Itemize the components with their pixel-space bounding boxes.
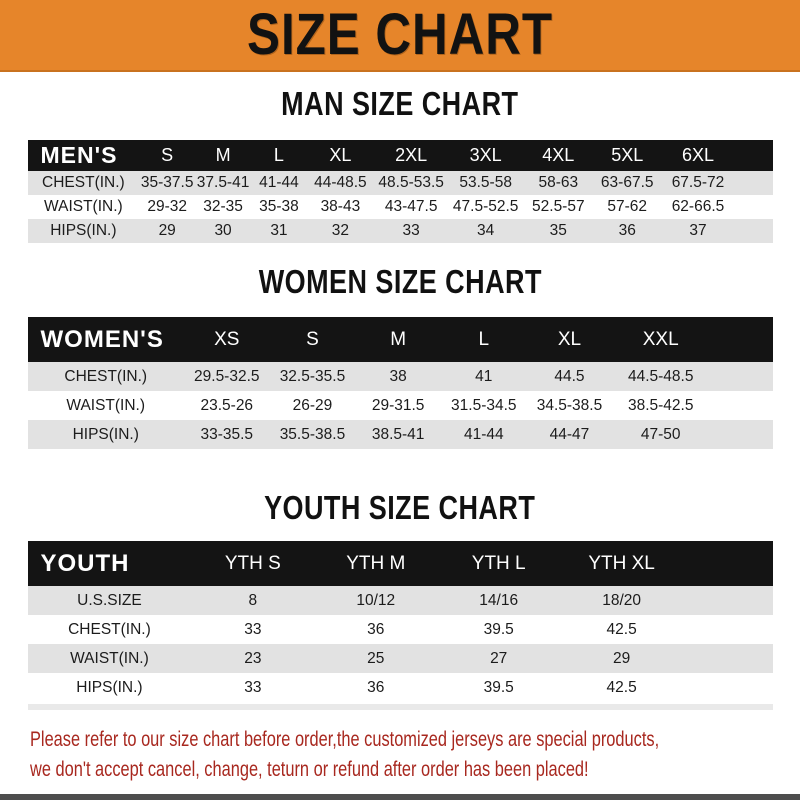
size-value: 44-48.5 bbox=[314, 174, 367, 191]
row-label: HIPS(IN.) bbox=[72, 425, 139, 443]
size-column-header: S bbox=[270, 317, 356, 362]
table-bottom-strip bbox=[28, 704, 773, 710]
notice-line-1: Please refer to our size chart before order,the customized jerseys are special products, bbox=[30, 728, 660, 751]
table-row bbox=[28, 615, 773, 644]
size-value: 41-44 bbox=[463, 425, 504, 443]
size-value: 34.5-38.5 bbox=[536, 396, 603, 414]
row-label: WAIST(IN.) bbox=[66, 396, 146, 414]
size-value: 32 bbox=[331, 222, 350, 239]
row-spacer bbox=[683, 586, 772, 615]
size-value: 38.5-41 bbox=[371, 425, 425, 443]
header-spacer bbox=[709, 317, 772, 362]
section-men bbox=[0, 85, 800, 243]
table-row bbox=[28, 586, 773, 615]
size-column-header: 2XL bbox=[374, 140, 449, 171]
table-corner-label: YOUTH bbox=[28, 541, 192, 586]
size-value: 52.5-57 bbox=[532, 198, 585, 215]
size-value: 33-35.5 bbox=[200, 425, 254, 443]
section-women bbox=[0, 263, 800, 449]
women-size-table bbox=[28, 317, 773, 449]
size-value: 42.5 bbox=[606, 678, 637, 696]
size-value: 44.5 bbox=[554, 367, 585, 385]
size-value: 34 bbox=[477, 222, 495, 239]
row-spacer bbox=[735, 219, 772, 243]
row-spacer bbox=[683, 673, 772, 702]
size-value: 58-63 bbox=[538, 174, 579, 191]
size-value: 33 bbox=[244, 620, 262, 638]
section-heading-men-text: MAN SIZE CHART bbox=[281, 85, 519, 123]
size-value: 43-47.5 bbox=[384, 198, 438, 215]
row-spacer bbox=[735, 195, 772, 219]
row-label: U.S.SIZE bbox=[77, 591, 142, 609]
size-value: 41 bbox=[475, 367, 493, 385]
size-value: 37 bbox=[689, 222, 707, 239]
bottom-bar bbox=[0, 794, 800, 800]
footer-notice bbox=[30, 725, 800, 785]
men-size-table bbox=[28, 140, 773, 243]
size-value: 63-67.5 bbox=[600, 174, 654, 191]
row-label: CHEST(IN.) bbox=[64, 367, 148, 385]
size-column-header: S bbox=[139, 140, 195, 171]
table-row bbox=[28, 195, 773, 219]
size-column-header: L bbox=[441, 317, 527, 362]
size-value: 47-50 bbox=[640, 425, 681, 443]
size-value: 48.5-53.5 bbox=[378, 174, 444, 191]
size-column-header: M bbox=[355, 317, 441, 362]
size-value: 29 bbox=[612, 649, 631, 667]
size-value: 44-47 bbox=[549, 425, 590, 443]
size-value: 23 bbox=[244, 649, 262, 667]
section-youth bbox=[0, 489, 800, 710]
size-value: 8 bbox=[248, 591, 258, 609]
youth-size-table bbox=[28, 541, 773, 702]
size-value: 42.5 bbox=[606, 620, 637, 638]
size-value: 38.5-42.5 bbox=[627, 396, 694, 414]
size-value: 32.5-35.5 bbox=[279, 367, 346, 385]
size-value: 33 bbox=[402, 222, 420, 239]
size-value: 38-43 bbox=[320, 198, 361, 215]
size-value: 36 bbox=[618, 222, 636, 239]
size-value: 32-35 bbox=[203, 198, 243, 215]
row-spacer bbox=[709, 420, 772, 449]
table-row bbox=[28, 644, 773, 673]
size-column-header: YTH XL bbox=[560, 541, 683, 586]
table-row bbox=[28, 171, 773, 195]
size-value: 26-29 bbox=[292, 396, 333, 414]
size-column-header: YTH L bbox=[437, 541, 560, 586]
size-column-header: YTH M bbox=[314, 541, 437, 586]
size-value: 18/20 bbox=[602, 591, 642, 609]
size-value: 33 bbox=[244, 678, 262, 696]
size-column-header: 4XL bbox=[523, 140, 594, 171]
size-value: 14/16 bbox=[479, 591, 519, 609]
table-row bbox=[28, 420, 773, 449]
size-value: 29 bbox=[158, 222, 176, 239]
size-column-header: XL bbox=[307, 140, 374, 171]
size-header-row bbox=[28, 541, 773, 586]
row-label: CHEST(IN.) bbox=[42, 174, 125, 191]
size-value: 38 bbox=[389, 367, 407, 385]
size-value: 31 bbox=[270, 222, 288, 239]
size-value: 29.5-32.5 bbox=[194, 367, 260, 385]
table-row bbox=[28, 219, 773, 243]
header-spacer bbox=[735, 140, 772, 171]
size-value: 39.5 bbox=[483, 678, 514, 696]
banner bbox=[0, 0, 800, 72]
size-column-header: XS bbox=[184, 317, 270, 362]
size-value: 23.5-26 bbox=[200, 396, 254, 414]
table-corner-label: WOMEN'S bbox=[28, 317, 184, 362]
row-label: WAIST(IN.) bbox=[70, 649, 149, 667]
row-label: HIPS(IN.) bbox=[76, 678, 143, 696]
size-column-header: L bbox=[251, 140, 307, 171]
size-column-header: M bbox=[195, 140, 251, 171]
size-value: 29-31.5 bbox=[371, 396, 425, 414]
row-spacer bbox=[709, 391, 772, 420]
size-value: 10/12 bbox=[356, 591, 396, 609]
size-value: 44.5-48.5 bbox=[627, 367, 694, 385]
size-value: 25 bbox=[367, 649, 385, 667]
size-value: 47.5-52.5 bbox=[452, 198, 519, 215]
section-heading-youth-text: YOUTH SIZE CHART bbox=[264, 489, 536, 527]
row-spacer bbox=[735, 171, 772, 195]
table-corner-label: MEN'S bbox=[28, 140, 140, 171]
table-row bbox=[28, 362, 773, 391]
section-heading-women bbox=[0, 263, 800, 301]
page-title: SIZE CHART bbox=[247, 2, 553, 68]
size-value: 57-62 bbox=[607, 198, 648, 215]
size-value: 27 bbox=[490, 649, 508, 667]
size-value: 29-32 bbox=[147, 198, 188, 215]
table-row bbox=[28, 673, 773, 702]
size-value: 37.5-41 bbox=[196, 174, 250, 191]
size-column-header: 3XL bbox=[448, 140, 523, 171]
size-value: 36 bbox=[367, 678, 385, 696]
row-label: HIPS(IN.) bbox=[50, 222, 117, 239]
size-value: 41-44 bbox=[259, 174, 299, 191]
size-header-row bbox=[28, 317, 773, 362]
size-value: 30 bbox=[214, 222, 232, 239]
section-heading-men bbox=[0, 85, 800, 123]
section-heading-women-text: WOMEN SIZE CHART bbox=[258, 263, 542, 301]
size-value: 31.5-34.5 bbox=[451, 396, 517, 414]
row-spacer bbox=[683, 644, 772, 673]
size-column-header: XL bbox=[527, 317, 613, 362]
size-column-header: 5XL bbox=[594, 140, 661, 171]
size-value: 35-37.5 bbox=[140, 174, 194, 191]
row-spacer bbox=[709, 362, 772, 391]
size-value: 53.5-58 bbox=[459, 174, 512, 191]
size-value: 62-66.5 bbox=[671, 198, 725, 215]
row-label: CHEST(IN.) bbox=[68, 620, 151, 638]
size-value: 35.5-38.5 bbox=[279, 425, 346, 443]
size-value: 36 bbox=[367, 620, 385, 638]
size-column-header: XXL bbox=[612, 317, 709, 362]
size-value: 67.5-72 bbox=[671, 174, 725, 191]
size-header-row bbox=[28, 140, 773, 171]
row-label: WAIST(IN.) bbox=[44, 198, 123, 215]
header-spacer bbox=[683, 541, 772, 586]
size-value: 39.5 bbox=[483, 620, 514, 638]
row-spacer bbox=[683, 615, 772, 644]
section-heading-youth bbox=[0, 489, 800, 527]
size-value: 35-38 bbox=[259, 198, 299, 215]
table-row bbox=[28, 391, 773, 420]
size-column-header: 6XL bbox=[661, 140, 736, 171]
size-column-header: YTH S bbox=[191, 541, 314, 586]
size-value: 35 bbox=[549, 222, 567, 239]
notice-line-2: we don't accept cancel, change, teturn or refund after order has been placed! bbox=[30, 758, 589, 781]
